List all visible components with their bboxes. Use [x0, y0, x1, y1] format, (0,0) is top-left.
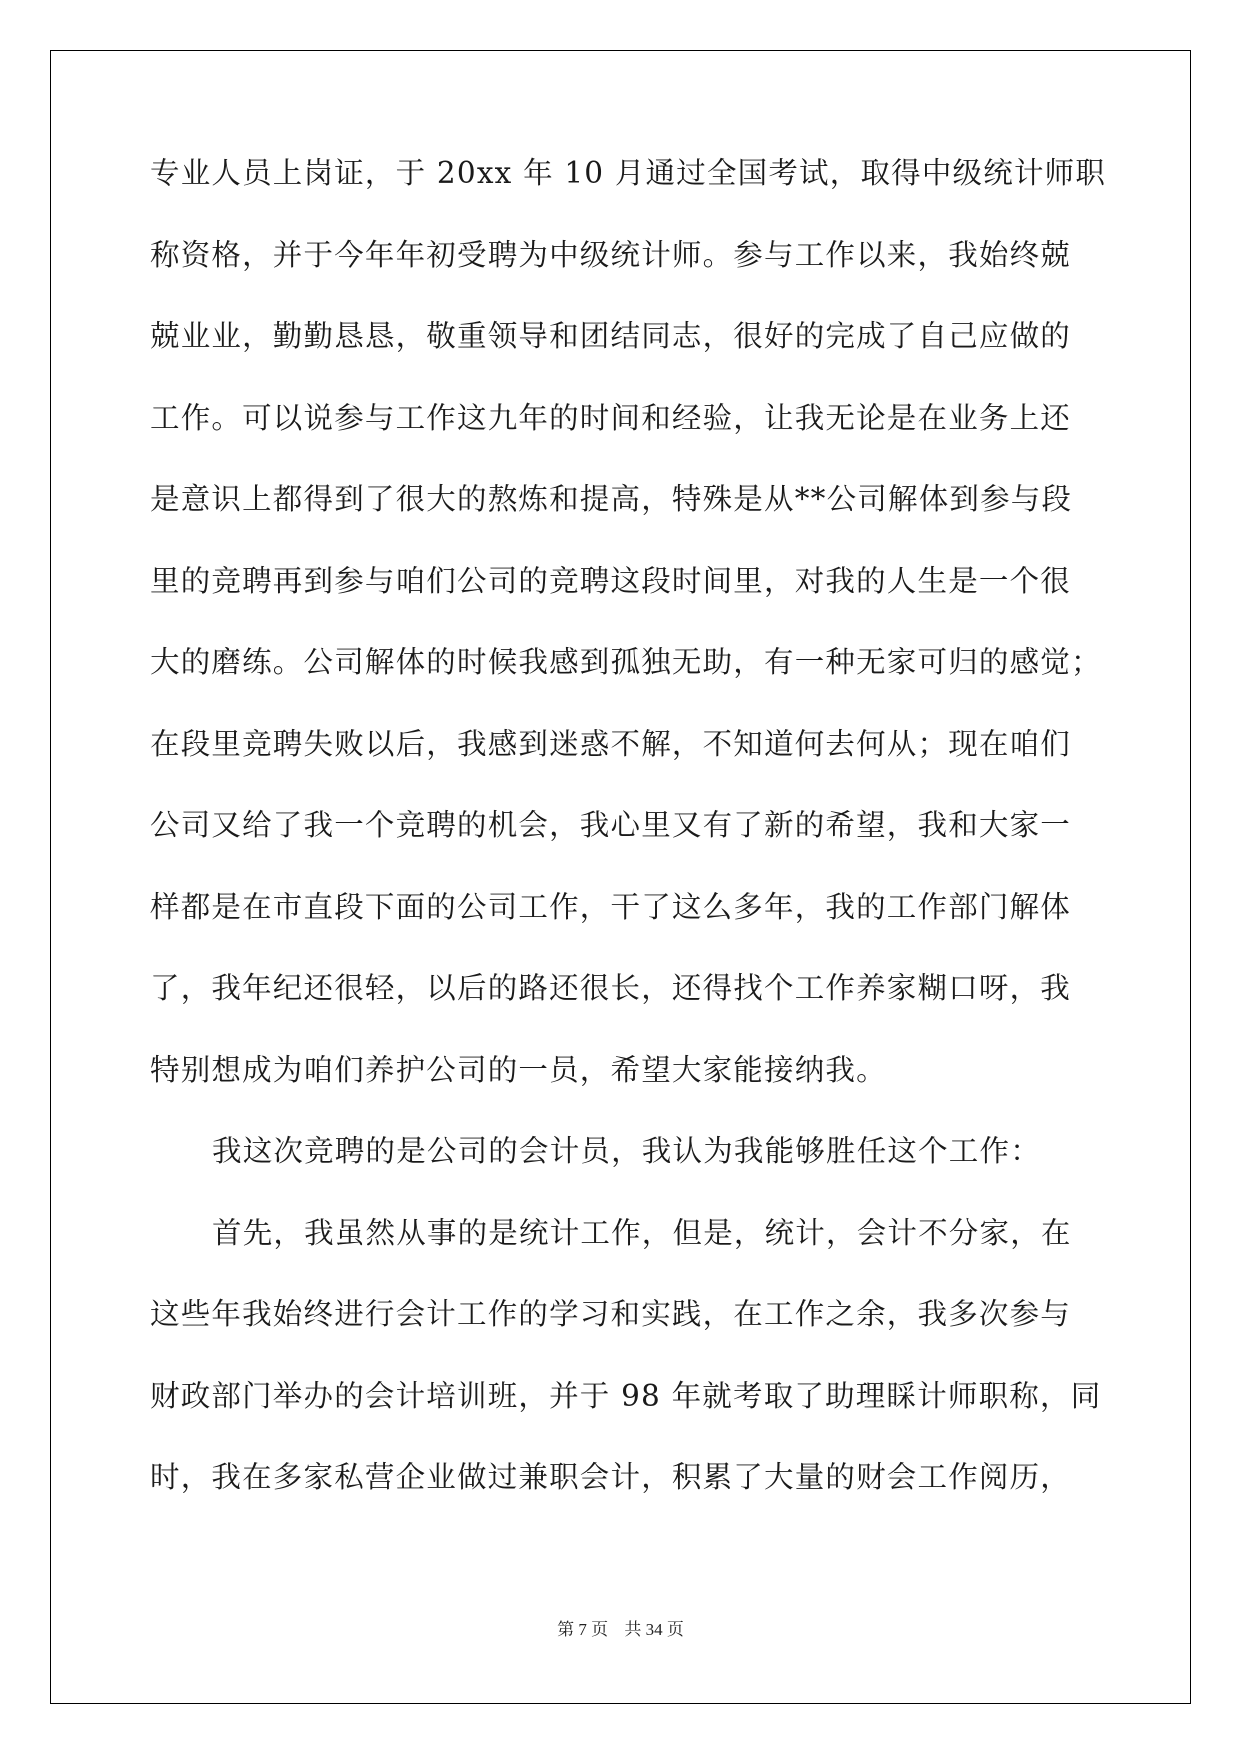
page-footer [0, 1615, 1241, 1640]
paragraph-first-line: 首先，我虽然从事的是统计工作，但是，统计，会计不分家，在 [212, 1215, 1072, 1250]
text-line: 时，我在多家私营企业做过兼职会计，积累了大量的财会工作阅历， [150, 1460, 1072, 1494]
text-line: 这些年我始终进行会计工作的学习和实践，在工作之余，我多次参与 [150, 1297, 1072, 1331]
document-body [150, 155, 1107, 1541]
paragraph-first-line: 我这次竞聘的是公司的会计员，我认为我能够胜任这个工作： [212, 1134, 1041, 1168]
page-number: 第 7 页 [557, 1620, 609, 1639]
text-line: 样都是在市直段下面的公司工作，干了这么多年，我的工作部门解体 [150, 889, 1072, 924]
text-line: 财政部门举办的会计培训班，并于 98 年就考取了助理睬计师职称，同 [150, 1378, 1102, 1413]
text-line: 是意识上都得到了很大的熬炼和提高，特殊是从**公司解体到参与段 [150, 482, 1073, 516]
text-line: 兢业业，勤勤恳恳，敬重领导和团结同志，很好的完成了自己应做的 [150, 319, 1072, 353]
text-line: 特别想成为咱们养护公司的一员，希望大家能接纳我。 [150, 1052, 887, 1087]
text-line: 公司又给了我一个竞聘的机会，我心里又有了新的希望，我和大家一 [150, 808, 1072, 842]
text-line: 专业人员上岗证，于 20xx 年 10 月通过全国考试，取得中级统计师职 [150, 156, 1107, 190]
text-line: 工作。可以说参与工作这九年的时间和经验，让我无论是在业务上还 [150, 400, 1072, 435]
page-total: 共 34 页 [624, 1620, 684, 1639]
text-line: 里的竞聘再到参与咱们公司的竞聘这段时间里，对我的人生是一个很 [150, 563, 1072, 598]
text-line: 了，我年纪还很轻，以后的路还很长，还得找个工作养家糊口呀，我 [150, 971, 1072, 1005]
text-line: 称资格，并于今年年初受聘为中级统计师。参与工作以来，我始终兢 [150, 237, 1072, 272]
text-line: 大的磨练。公司解体的时候我感到孤独无助，有一种无家可归的感觉； [150, 645, 1102, 679]
text-line: 在段里竞聘失败以后，我感到迷惑不解，不知道何去何从；现在咱们 [150, 726, 1072, 761]
